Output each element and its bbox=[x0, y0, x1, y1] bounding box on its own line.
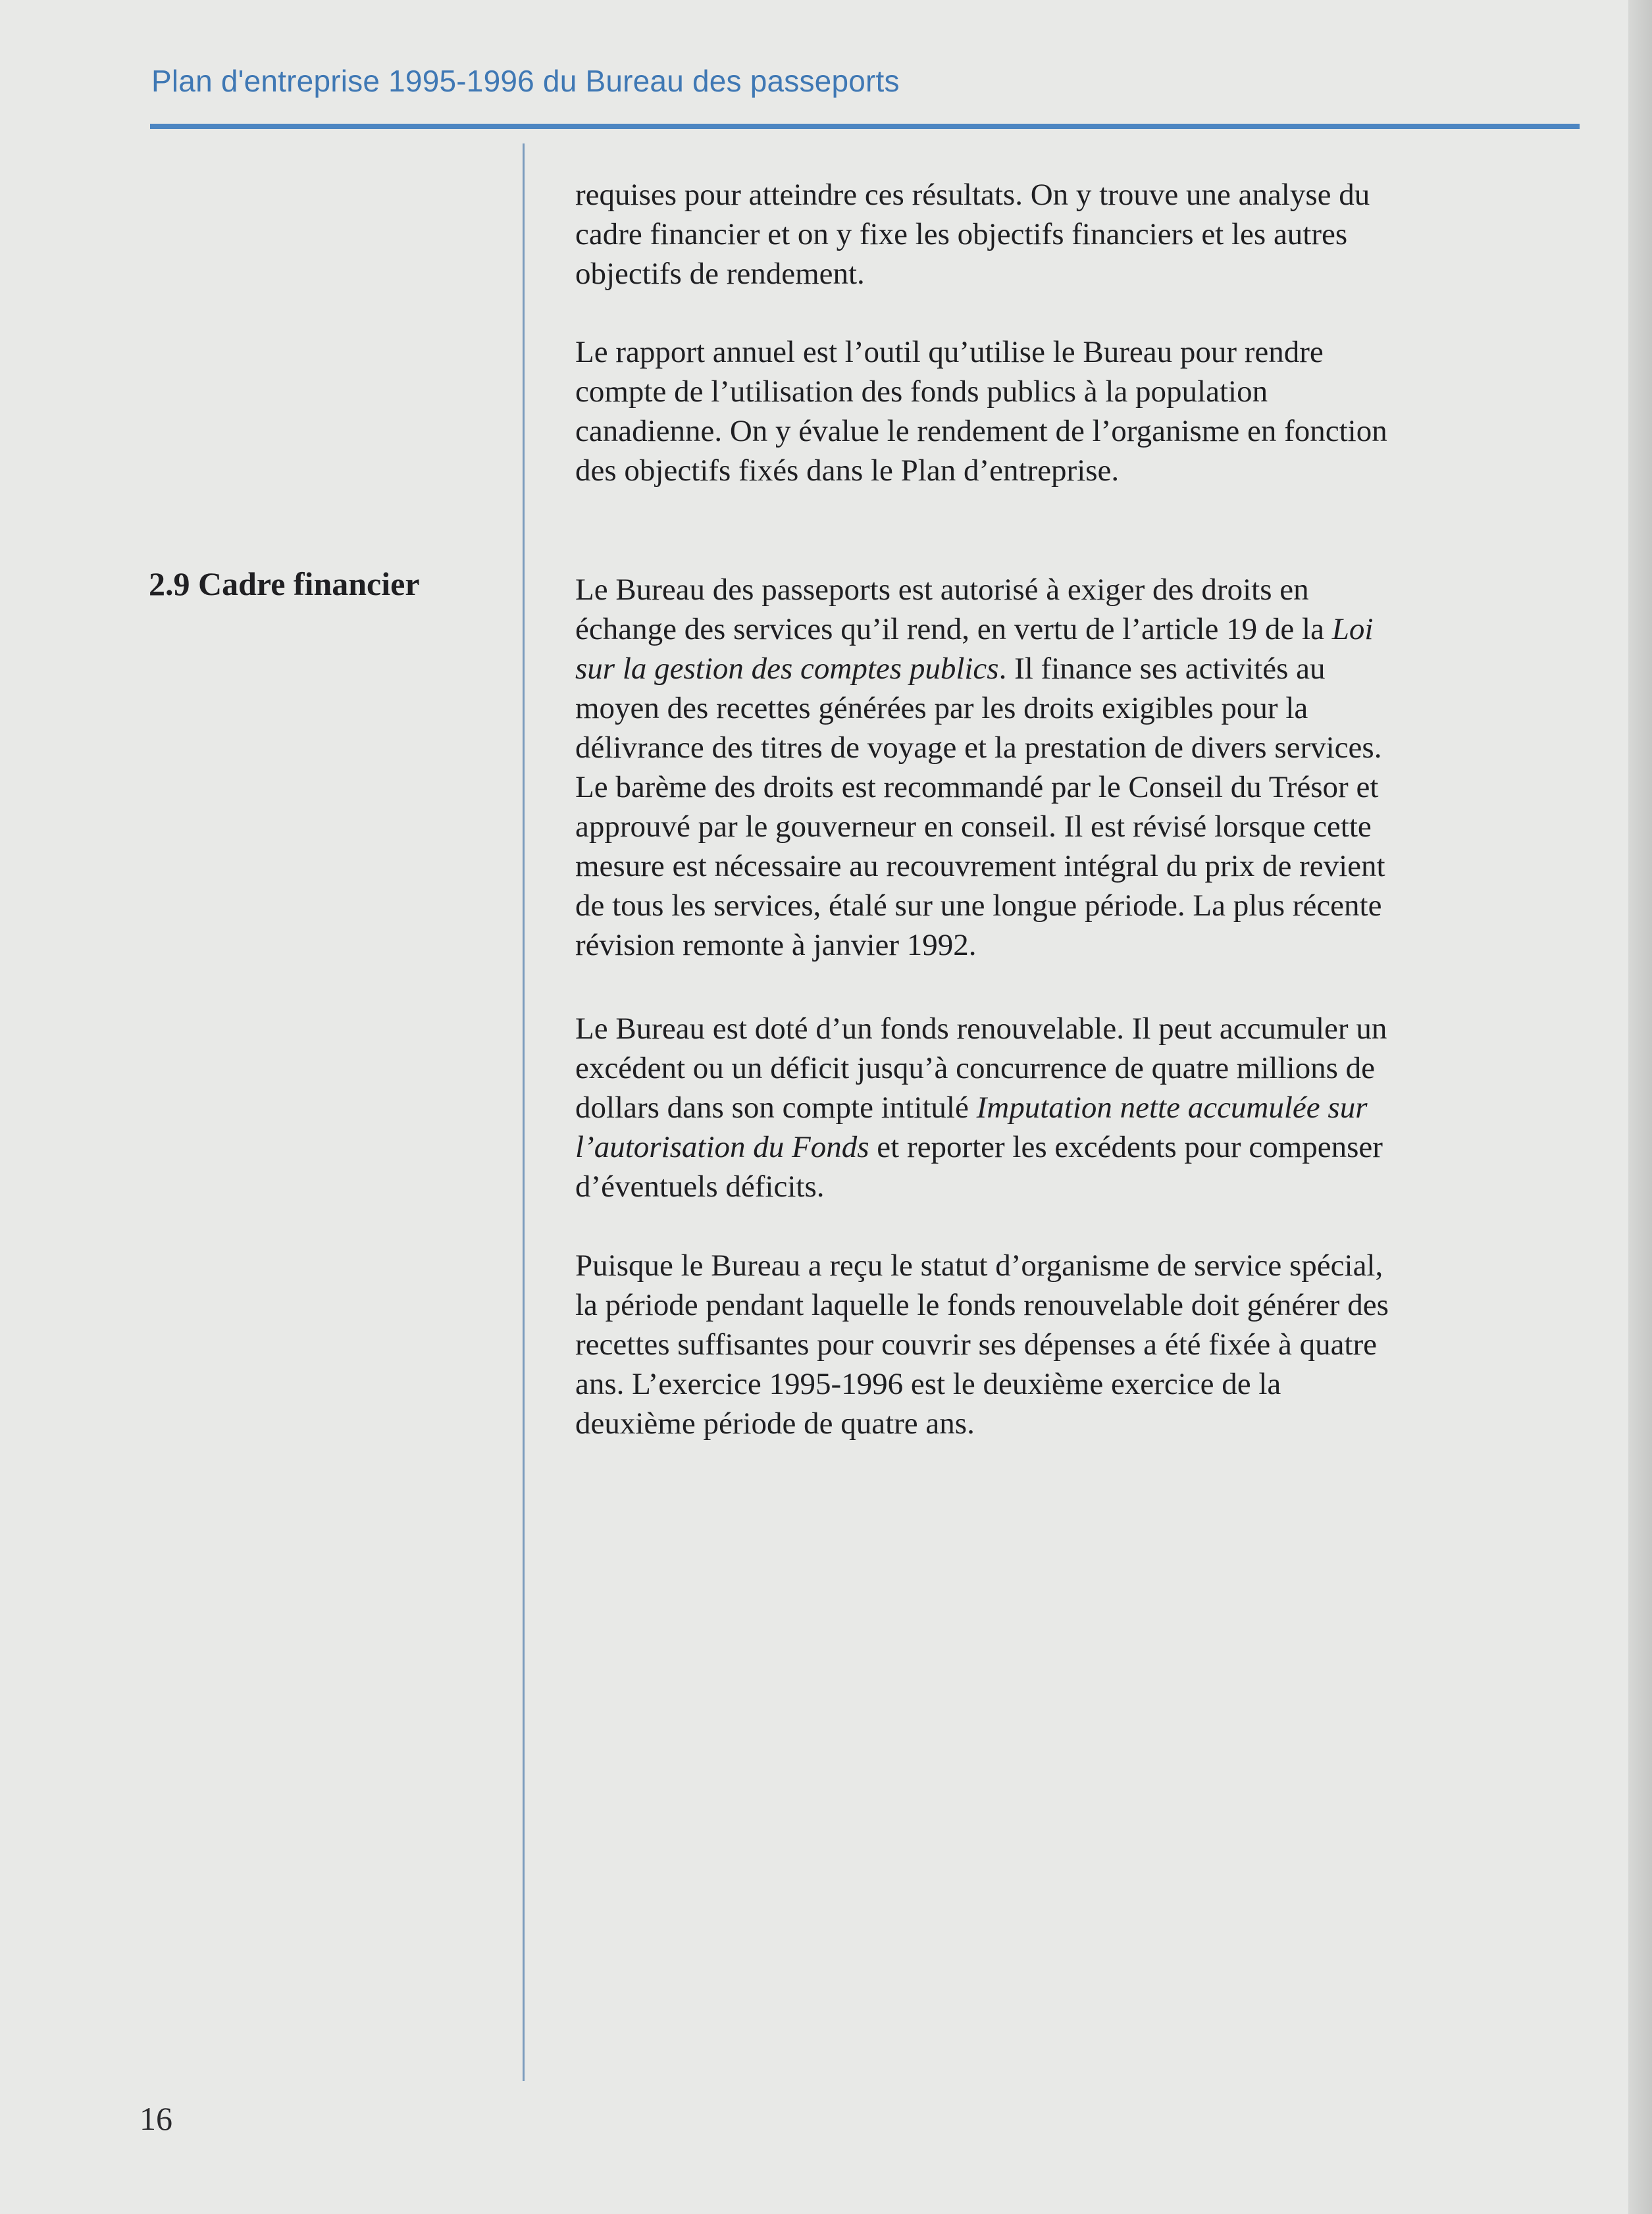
text-line bbox=[575, 649, 1523, 688]
text-line: requises pour atteindre ces résultats. On y trouve une analyse du bbox=[575, 178, 1370, 212]
header-rule bbox=[150, 124, 1580, 129]
text-line: excédent ou un déficit jusqu’à concurrence de quatre millions de bbox=[575, 1051, 1376, 1085]
page-number: 16 bbox=[140, 2100, 172, 2137]
text-line bbox=[575, 609, 1523, 649]
account-name-italic: Imputation nette accumulée sur bbox=[976, 1091, 1368, 1125]
text-line: révision remonte à janvier 1992. bbox=[575, 928, 977, 962]
account-name-italic: l’autorisation du Fonds bbox=[575, 1130, 869, 1164]
text-line: Le barème des droits est recommandé par le Conseil du Trésor et bbox=[575, 770, 1379, 804]
text-run: échange des services qu’il rend, en vertu de l’article 19 de la bbox=[575, 612, 1332, 646]
text-line: approuvé par le gouverneur en conseil. Il est révisé lorsque cette bbox=[575, 810, 1372, 844]
paragraph-results-analysis bbox=[575, 175, 1523, 294]
text-line: mesure est nécessaire au recouvrement intégral du prix de revient bbox=[575, 849, 1385, 883]
text-line: Le Bureau des passeports est autorisé à exiger des droits en bbox=[575, 573, 1309, 607]
text-line: la période pendant laquelle le fonds renouvelable doit générer des bbox=[575, 1288, 1389, 1322]
text-line: objectifs de rendement. bbox=[575, 257, 865, 291]
paragraph-special-operating-agency bbox=[575, 1246, 1523, 1443]
text-line: Puisque le Bureau a reçu le statut d’organisme de service spécial, bbox=[575, 1249, 1383, 1283]
paragraph-fees-authority bbox=[575, 570, 1523, 965]
text-line: des objectifs fixés dans le Plan d’entreprise. bbox=[575, 453, 1120, 488]
text-line: de tous les services, étalé sur une longue période. La plus récente bbox=[575, 888, 1382, 923]
text-run: dollars dans son compte intitulé bbox=[575, 1091, 977, 1125]
page-edge-shadow bbox=[1628, 0, 1652, 2214]
text-line: moyen des recettes générées par les droits exigibles pour la bbox=[575, 691, 1308, 725]
text-line: canadienne. On y évalue le rendement de l’organisme en fonction bbox=[575, 414, 1387, 448]
act-title-italic: Loi bbox=[1331, 612, 1374, 646]
text-line: d’éventuels déficits. bbox=[575, 1170, 825, 1204]
text-line: compte de l’utilisation des fonds publics à la population bbox=[575, 374, 1268, 409]
text-line: Le Bureau est doté d’un fonds renouvelable. Il peut accumuler un bbox=[575, 1012, 1387, 1046]
text-line: ans. L’exercice 1995-1996 est le deuxième exercice de la bbox=[575, 1367, 1281, 1401]
text-line bbox=[575, 1127, 1523, 1167]
text-line bbox=[575, 1088, 1523, 1127]
text-line: délivrance des titres de voyage et la prestation de divers services. bbox=[575, 731, 1382, 765]
text-line: recettes suffisantes pour couvrir ses dépenses a été fixée à quatre bbox=[575, 1327, 1378, 1362]
paragraph-annual-report bbox=[575, 332, 1523, 490]
paragraph-revolving-fund bbox=[575, 1009, 1523, 1206]
text-run: . Il finance ses activités au bbox=[998, 652, 1326, 686]
text-line: deuxième période de quatre ans. bbox=[575, 1406, 975, 1441]
text-run: et reporter les excédents pour compenser bbox=[869, 1130, 1383, 1164]
text-line: cadre financier et on y fixe les objectifs financiers et les autres bbox=[575, 217, 1348, 251]
running-header-title: Plan d'entreprise 1995-1996 du Bureau des passeports bbox=[151, 64, 900, 98]
section-heading: 2.9 Cadre financier bbox=[149, 565, 420, 602]
column-divider-rule bbox=[523, 143, 525, 2081]
act-title-italic: sur la gestion des comptes publics bbox=[575, 652, 999, 686]
text-line: Le rapport annuel est l’outil qu’utilise le Bureau pour rendre bbox=[575, 335, 1324, 369]
